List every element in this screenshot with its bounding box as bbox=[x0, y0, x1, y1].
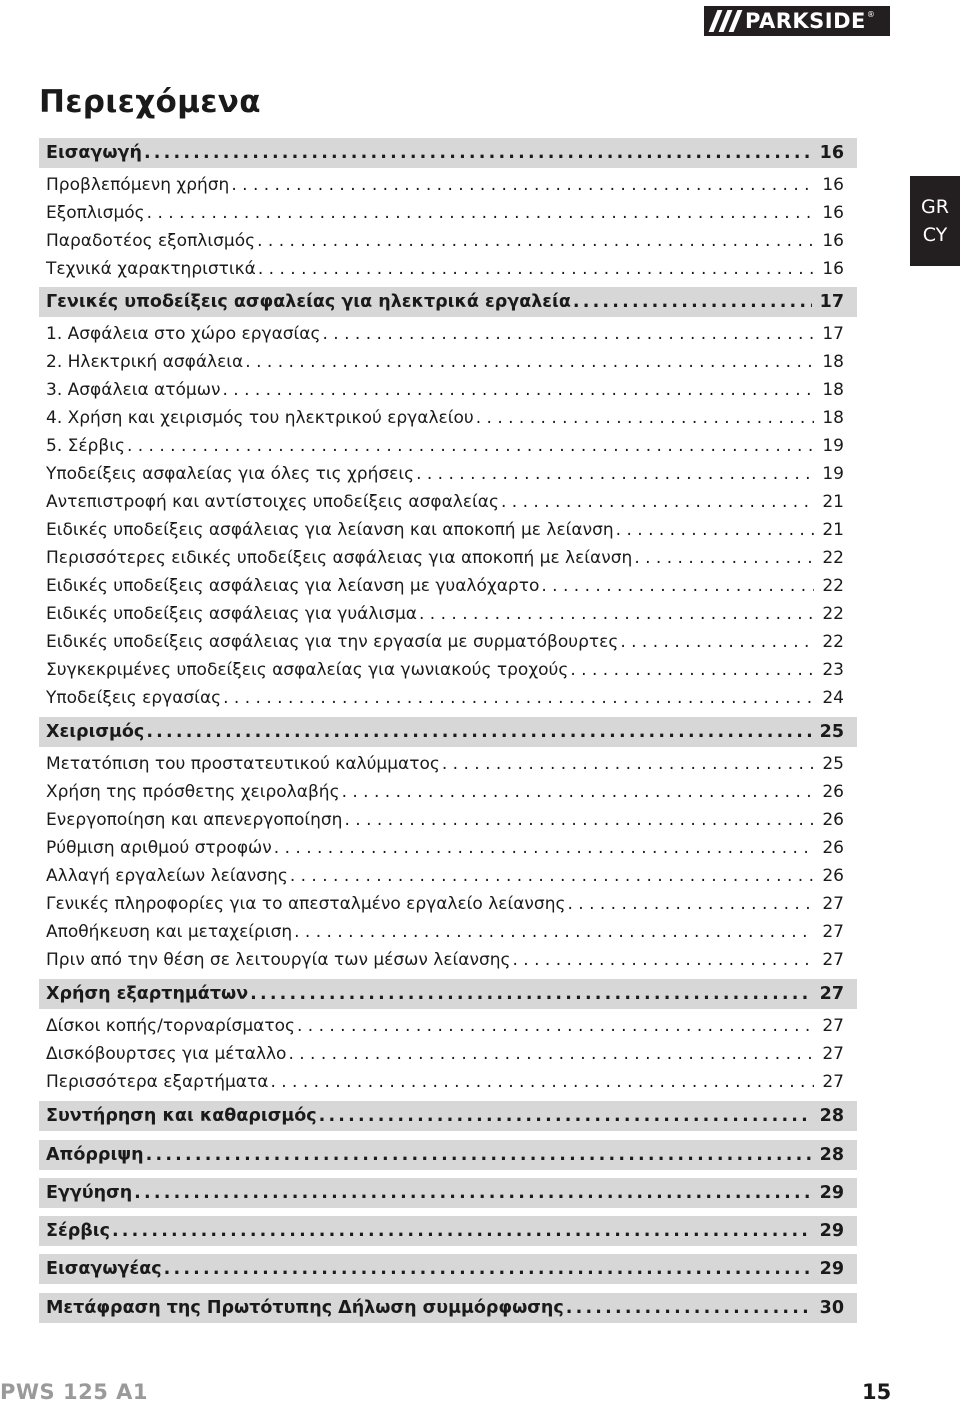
toc-entry-label: Υποδείξεις εργασίας bbox=[46, 688, 222, 708]
toc-entry-page: 27 bbox=[822, 894, 844, 914]
toc-section-row[interactable] bbox=[39, 1293, 857, 1323]
toc-entry-label: Περισσότερες ειδικές υποδείξεις ασφάλειας για αποκοπή με λείανση bbox=[46, 548, 633, 568]
toc-item-row[interactable] bbox=[39, 404, 857, 432]
toc-item-row[interactable] bbox=[39, 862, 857, 890]
toc-entry-page: 17 bbox=[819, 292, 844, 312]
toc-entry-label: 5. Σέρβις bbox=[46, 436, 125, 456]
toc-dot-leader bbox=[142, 143, 812, 163]
toc-dot-leader bbox=[220, 380, 814, 400]
toc-entry-page: 27 bbox=[819, 984, 844, 1004]
toc-entry-page: 26 bbox=[822, 838, 844, 858]
toc-dot-leader bbox=[571, 292, 812, 312]
toc-entry-page: 16 bbox=[822, 175, 844, 195]
toc-dot-leader bbox=[632, 548, 814, 568]
toc-dot-leader bbox=[618, 632, 814, 652]
toc-entry-label: Προβλεπόμενη χρήση bbox=[46, 175, 230, 195]
toc-dot-leader bbox=[144, 722, 811, 742]
toc-entry-label: Εισαγωγή bbox=[46, 143, 142, 163]
toc-entry-label: Τεχνικά χαρακτηριστικά bbox=[46, 259, 256, 279]
toc-entry-page: 21 bbox=[822, 492, 844, 512]
toc-entry-page: 24 bbox=[822, 688, 844, 708]
toc-item-row[interactable] bbox=[39, 572, 857, 600]
toc-dot-leader bbox=[614, 520, 815, 540]
toc-item-row[interactable] bbox=[39, 806, 857, 834]
toc-section-row[interactable] bbox=[39, 138, 857, 168]
toc-dot-leader bbox=[256, 259, 815, 279]
toc-dot-leader bbox=[292, 922, 814, 942]
toc-entry-label: Συγκεκριμένες υποδείξεις ασφαλείας για γωνιακούς τροχούς bbox=[46, 660, 569, 680]
toc-item-row[interactable] bbox=[39, 227, 857, 255]
toc-entry-label: Αλλαγή εργαλείων λείανσης bbox=[46, 866, 288, 886]
toc-dot-leader bbox=[564, 1298, 812, 1318]
language-code-gr: GR bbox=[921, 196, 949, 218]
toc-entry-page: 29 bbox=[819, 1183, 844, 1203]
toc-section-row[interactable] bbox=[39, 979, 857, 1009]
toc-dot-leader bbox=[125, 436, 814, 456]
toc-dot-leader bbox=[440, 754, 814, 774]
toc-entry-label: Ρύθμιση αριθμού στροφών bbox=[46, 838, 272, 858]
toc-entry-label: Αποθήκευση και μεταχείριση bbox=[46, 922, 293, 942]
toc-section-row[interactable] bbox=[39, 1140, 857, 1170]
toc-dot-leader bbox=[268, 1072, 814, 1092]
toc-item-row[interactable] bbox=[39, 199, 857, 227]
toc-entry-page: 19 bbox=[822, 464, 844, 484]
toc-entry-label: Ειδικές υποδείξεις ασφάλειας για την εργασία με συρματόβουρτες bbox=[46, 632, 619, 652]
toc-item-row[interactable] bbox=[39, 460, 857, 488]
toc-section-row[interactable] bbox=[39, 1254, 857, 1284]
toc-dot-leader bbox=[340, 782, 815, 802]
toc-entry-page: 16 bbox=[822, 231, 844, 251]
toc-entry-page: 27 bbox=[822, 1016, 844, 1036]
toc-item-row[interactable] bbox=[39, 320, 857, 348]
toc-entry-label: 2. Ηλεκτρική ασφάλεια bbox=[46, 352, 244, 372]
toc-entry-page: 16 bbox=[822, 259, 844, 279]
toc-section-row[interactable] bbox=[39, 1178, 857, 1208]
brand-registered-mark: ® bbox=[866, 10, 875, 19]
toc-dot-leader bbox=[286, 1044, 814, 1064]
toc-entry-label: 3. Ασφάλεια ατόμων bbox=[46, 380, 221, 400]
toc-entry-label: Μετατόπιση του προστατευτικού καλύμματος bbox=[46, 754, 440, 774]
toc-entry-page: 22 bbox=[822, 632, 844, 652]
toc-entry-page: 28 bbox=[819, 1106, 844, 1126]
toc-dot-leader bbox=[145, 203, 815, 223]
toc-entry-page: 18 bbox=[822, 380, 844, 400]
toc-item-row[interactable] bbox=[39, 255, 857, 283]
toc-entry-page: 29 bbox=[819, 1259, 844, 1279]
footer-model-name: PWS 125 A1 bbox=[0, 1380, 149, 1404]
page-title: Περιεχόμενα bbox=[39, 84, 261, 120]
toc-entry-page: 17 bbox=[822, 324, 844, 344]
toc-item-row[interactable] bbox=[39, 544, 857, 572]
toc-entry-label: Πριν από την θέση σε λειτουργία των μέσων λείανσης bbox=[46, 950, 511, 970]
logo-slashes-icon bbox=[713, 10, 738, 32]
brand-logo bbox=[704, 6, 890, 36]
toc-entry-label: Ειδικές υποδείξεις ασφάλειας για γυάλισμα bbox=[46, 604, 417, 624]
toc-item-row[interactable] bbox=[39, 516, 857, 544]
toc-item-row[interactable] bbox=[39, 946, 857, 974]
toc-entry-page: 27 bbox=[822, 1044, 844, 1064]
toc-entry-label: Εισαγωγέας bbox=[46, 1259, 162, 1279]
toc-entry-label: Εγγύηση bbox=[46, 1183, 133, 1203]
toc-entry-page: 29 bbox=[819, 1221, 844, 1241]
toc-item-row[interactable] bbox=[39, 918, 857, 946]
toc-entry-label: Εξοπλισμός bbox=[46, 203, 145, 223]
toc-entry-label: Σέρβις bbox=[46, 1221, 110, 1241]
toc-item-row[interactable] bbox=[39, 488, 857, 516]
toc-item-row[interactable] bbox=[39, 348, 857, 376]
toc-entry-page: 19 bbox=[822, 436, 844, 456]
toc-dot-leader bbox=[132, 1183, 811, 1203]
toc-dot-leader bbox=[499, 492, 814, 512]
toc-entry-page: 26 bbox=[822, 866, 844, 886]
toc-item-row[interactable] bbox=[39, 1040, 857, 1068]
toc-entry-label: Γενικές υποδείξεις ασφαλείας για ηλεκτρικά εργαλεία bbox=[46, 292, 571, 312]
toc-item-row[interactable] bbox=[39, 834, 857, 862]
toc-item-row[interactable] bbox=[39, 600, 857, 628]
toc-entry-label: 4. Χρήση και χειρισμός του ηλεκτρικού εργαλείου bbox=[46, 408, 474, 428]
toc-section-row[interactable] bbox=[39, 287, 857, 317]
toc-entry-label: 1. Ασφάλεια στο χώρο εργασίας bbox=[46, 324, 321, 344]
toc-dot-leader bbox=[539, 576, 814, 596]
toc-dot-leader bbox=[342, 810, 814, 830]
brand-name: PARKSIDE bbox=[745, 9, 866, 33]
toc-entry-label: Απόρριψη bbox=[46, 1145, 144, 1165]
toc-entry-page: 16 bbox=[822, 203, 844, 223]
toc-entry-label: Παραδοτέος εξοπλισμός bbox=[46, 231, 256, 251]
toc-entry-page: 26 bbox=[822, 810, 844, 830]
toc-entry-page: 22 bbox=[822, 576, 844, 596]
toc-dot-leader bbox=[110, 1221, 812, 1241]
toc-entry-label: Ενεργοποίηση και απενεργοποίηση bbox=[46, 810, 343, 830]
toc-dot-leader bbox=[221, 688, 814, 708]
toc-entry-page: 21 bbox=[822, 520, 844, 540]
toc-dot-leader bbox=[272, 838, 815, 858]
toc-entry-page: 25 bbox=[822, 754, 844, 774]
toc-entry-label: Χρήση της πρόσθετης χειρολαβής bbox=[46, 782, 340, 802]
toc-entry-label: Μετάφραση της Πρωτότυπης Δήλωση συμμόρφωσης bbox=[46, 1298, 564, 1318]
toc-entry-label: Γενικές πληροφορίες για το απεσταλμένο εργαλείο λείανσης bbox=[46, 894, 566, 914]
toc-item-row[interactable] bbox=[39, 432, 857, 460]
toc-dot-leader bbox=[511, 950, 815, 970]
toc-entry-label: Ειδικές υποδείξεις ασφάλειας για λείανση και αποκοπή με λείανση bbox=[46, 520, 614, 540]
toc-section-row[interactable] bbox=[39, 1216, 857, 1246]
toc-section-row[interactable] bbox=[39, 1101, 857, 1131]
language-tab bbox=[910, 176, 960, 266]
toc-entry-page: 28 bbox=[819, 1145, 844, 1165]
toc-item-row[interactable] bbox=[39, 684, 857, 712]
toc-dot-leader bbox=[243, 352, 814, 372]
toc-item-row[interactable] bbox=[39, 171, 857, 199]
toc-entry-page: 26 bbox=[822, 782, 844, 802]
toc-entry-page: 18 bbox=[822, 408, 844, 428]
toc-dot-leader bbox=[162, 1259, 812, 1279]
toc-item-row[interactable] bbox=[39, 628, 857, 656]
toc-item-row[interactable] bbox=[39, 656, 857, 684]
toc-entry-label: Δισκόβουρτσες για μέταλλο bbox=[46, 1044, 287, 1064]
footer-page-number: 15 bbox=[862, 1380, 892, 1404]
toc-item-row[interactable] bbox=[39, 376, 857, 404]
toc-entry-label: Χειρισμός bbox=[46, 722, 145, 742]
toc-entry-page: 25 bbox=[819, 722, 844, 742]
toc-entry-label: Υποδείξεις ασφαλείας για όλες τις χρήσεις bbox=[46, 464, 415, 484]
toc-entry-page: 18 bbox=[822, 352, 844, 372]
toc-dot-leader bbox=[144, 1145, 812, 1165]
toc-dot-leader bbox=[417, 604, 814, 624]
toc-section-row[interactable] bbox=[39, 717, 857, 747]
toc-entry-page: 27 bbox=[822, 1072, 844, 1092]
toc-dot-leader bbox=[568, 660, 814, 680]
toc-item-row[interactable] bbox=[39, 1012, 857, 1040]
toc-entry-page: 16 bbox=[819, 143, 844, 163]
toc-dot-leader bbox=[317, 1106, 812, 1126]
toc-entry-label: Αντεπιστροφή και αντίστοιχες υποδείξεις ασφαλείας bbox=[46, 492, 499, 512]
toc-entry-page: 22 bbox=[822, 604, 844, 624]
toc-entry-page: 27 bbox=[822, 950, 844, 970]
toc-item-row[interactable] bbox=[39, 1068, 857, 1096]
toc-entry-label: Περισσότερα εξαρτήματα bbox=[46, 1072, 269, 1092]
toc-dot-leader bbox=[565, 894, 814, 914]
toc-dot-leader bbox=[229, 175, 814, 195]
toc-entry-label: Συντήρηση και καθαρισμός bbox=[46, 1106, 317, 1126]
toc-item-row[interactable] bbox=[39, 890, 857, 918]
toc-entry-page: 22 bbox=[822, 548, 844, 568]
toc-dot-leader bbox=[255, 231, 814, 251]
toc-dot-leader bbox=[288, 866, 815, 886]
toc-entry-page: 27 bbox=[822, 922, 844, 942]
toc-dot-leader bbox=[295, 1016, 814, 1036]
toc-item-row[interactable] bbox=[39, 750, 857, 778]
toc-dot-leader bbox=[248, 984, 812, 1004]
toc-entry-page: 23 bbox=[822, 660, 844, 680]
language-code-cy: CY bbox=[922, 224, 948, 246]
toc-entry-label: Δίσκοι κοπής/τορναρίσματος bbox=[46, 1016, 295, 1036]
toc-entry-label: Χρήση εξαρτημάτων bbox=[46, 984, 249, 1004]
toc-dot-leader bbox=[320, 324, 814, 344]
toc-entry-page: 30 bbox=[819, 1298, 844, 1318]
toc-dot-leader bbox=[414, 464, 814, 484]
toc-dot-leader bbox=[474, 408, 815, 428]
toc-entry-label: Ειδικές υποδείξεις ασφάλειας για λείανση με γυαλόχαρτο bbox=[46, 576, 540, 596]
toc-item-row[interactable] bbox=[39, 778, 857, 806]
